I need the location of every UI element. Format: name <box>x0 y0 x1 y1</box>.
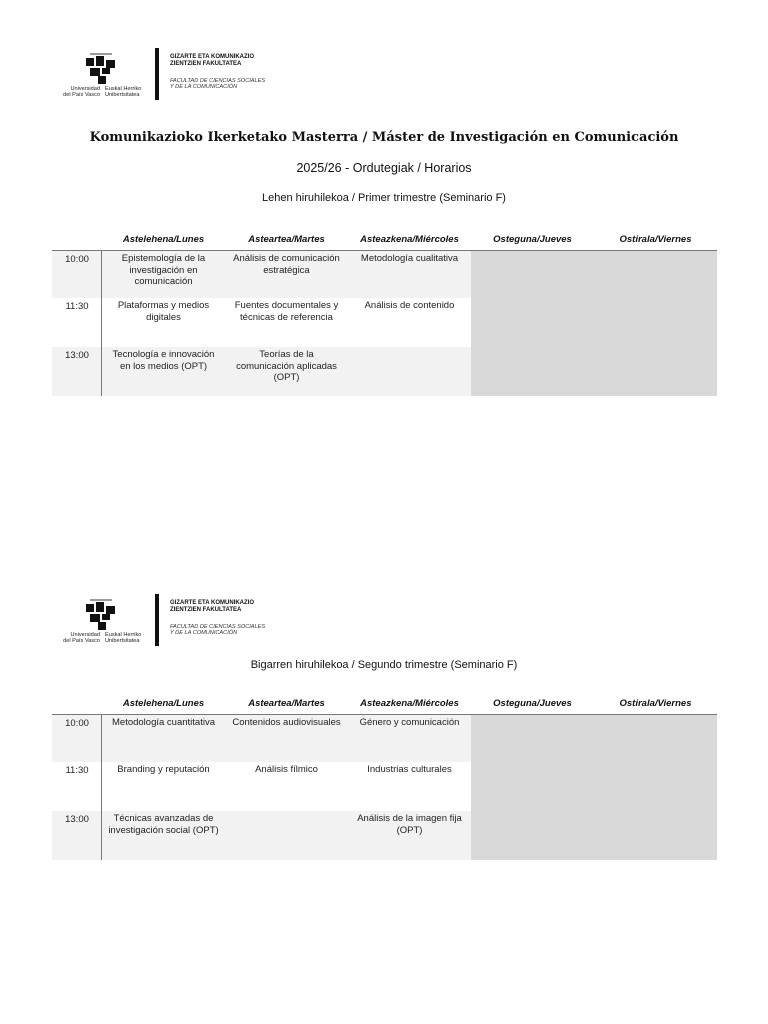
day-header: Asteazkena/Miércoles <box>360 698 459 709</box>
course-cell: Análisis de contenido <box>364 300 455 311</box>
day-header: Osteguna/Jueves <box>493 698 572 709</box>
day-header: Osteguna/Jueves <box>493 234 572 245</box>
term2-title: Bigarren hiruhilekoa / Segundo trimestre (Seminario F) <box>250 659 518 671</box>
course-cell: Branding y reputación <box>117 764 210 775</box>
day-header: Astelehena/Lunes <box>122 698 205 709</box>
document-title: Komunikazioko Ikerketako Masterra / Máster de Investigación en Comunicación <box>89 130 679 145</box>
time-column-rule <box>101 251 102 396</box>
faculty-name-eu: GIZARTE ETA KOMUNIKAZIO ZIENTZIEN FAKULTATEA <box>170 54 254 67</box>
time-slot: 10:00 <box>65 254 89 265</box>
faculty-logo <box>50 48 290 104</box>
university-name-eu: Euskal Herriko Unibertsitatea <box>105 86 142 99</box>
logo-divider-bar <box>155 48 159 100</box>
course-cell: Género y comunicación <box>359 717 460 728</box>
day-header: Astelehena/Lunes <box>122 234 205 245</box>
course-cell: Metodología cualitativa <box>360 253 459 264</box>
course-cell: Industrias culturales <box>367 764 452 775</box>
faculty-name-es: FACULTAD DE CIENCIAS SOCIALES Y DE LA COMUNICACIÓN <box>170 78 266 91</box>
schedule-term1 <box>52 234 717 396</box>
university-name-eu: Euskal Herriko Unibertsitatea <box>105 632 142 645</box>
course-cell: Plataformas y medios digitales <box>117 300 210 323</box>
logo-divider-bar <box>155 594 159 646</box>
faculty-name-eu: GIZARTE ETA KOMUNIKAZIO ZIENTZIEN FAKULTATEA <box>170 600 254 613</box>
day-header: Asteartea/Martes <box>248 234 325 245</box>
day-header: Ostirala/Viernes <box>619 234 692 245</box>
time-slot: 10:00 <box>65 718 89 729</box>
unscheduled-days-block <box>471 715 717 860</box>
course-cell: Metodología cuantitativa <box>112 717 215 728</box>
day-header: Ostirala/Viernes <box>619 698 692 709</box>
course-cell: Tecnología e innovación en los medios (OPT) <box>112 349 215 372</box>
unscheduled-days-block <box>471 251 717 396</box>
time-column-rule <box>101 715 102 860</box>
course-cell: Análisis fílmico <box>255 764 318 775</box>
faculty-name-es: FACULTAD DE CIENCIAS SOCIALES Y DE LA COMUNICACIÓN <box>170 624 266 637</box>
university-name-es: Universidad del País Vasco <box>63 86 100 99</box>
course-cell: Técnicas avanzadas de investigación social (OPT) <box>108 813 219 836</box>
time-slot: 11:30 <box>65 765 89 776</box>
course-cell: Epistemología de la investigación en comunicación <box>121 253 206 287</box>
time-slot: 11:30 <box>65 301 89 312</box>
day-header: Asteazkena/Miércoles <box>360 234 459 245</box>
university-name-es: Universidad del País Vasco <box>63 632 100 645</box>
schedule-term2 <box>52 698 717 860</box>
time-slot: 13:00 <box>65 814 89 825</box>
day-header: Asteartea/Martes <box>248 698 325 709</box>
academic-year-title: 2025/26 - Ordutegiak / Horarios <box>296 161 472 175</box>
course-cell: Análisis de comunicación estratégica <box>233 253 340 276</box>
course-cell: Teorías de la comunicación aplicadas (OPT) <box>236 349 337 383</box>
course-cell: Contenidos audiovisuales <box>232 717 341 728</box>
term1-title: Lehen hiruhilekoa / Primer trimestre (Seminario F) <box>262 192 506 204</box>
course-cell: Fuentes documentales y técnicas de referencia <box>234 300 339 323</box>
university-emblem-icon <box>84 599 120 631</box>
course-cell: Análisis de la imagen fija (OPT) <box>357 813 462 836</box>
time-slot: 13:00 <box>65 350 89 361</box>
university-emblem-icon <box>84 53 120 85</box>
faculty-logo <box>50 594 290 650</box>
